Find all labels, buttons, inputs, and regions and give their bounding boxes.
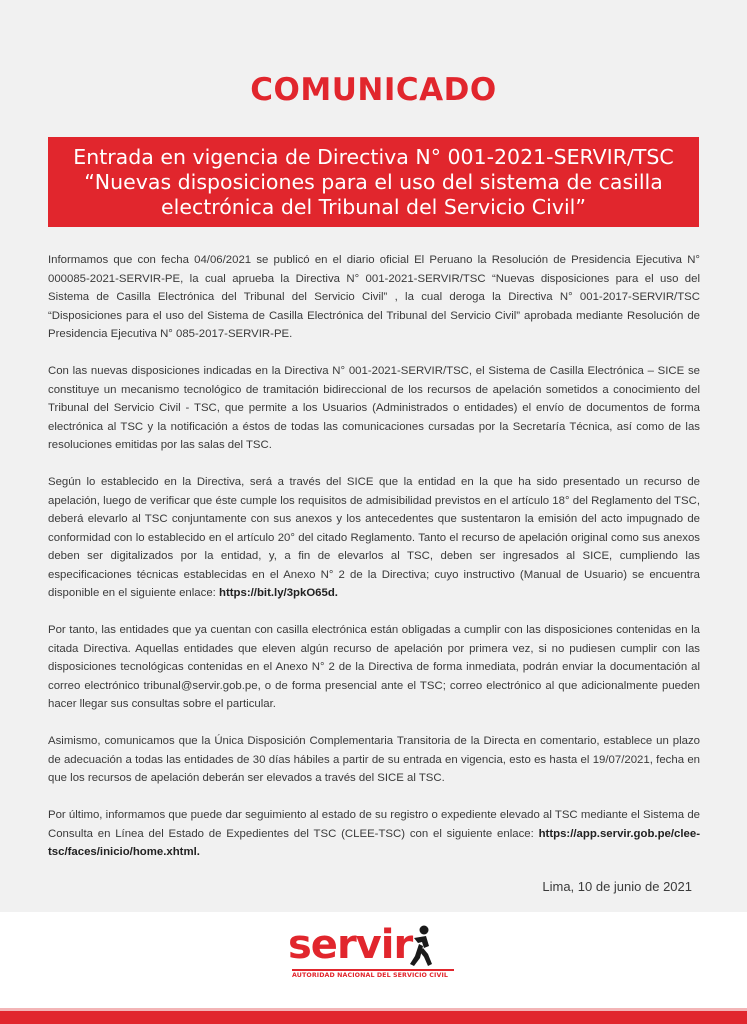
headline-line-1: Entrada en vigencia de Directiva N° 001-2021-SERVIR/TSC bbox=[73, 144, 674, 169]
footer-stripe bbox=[0, 1011, 747, 1024]
servir-logo bbox=[288, 922, 460, 992]
headline-line-3: electrónica del Tribunal del Servicio Civil” bbox=[161, 194, 586, 219]
logo-underline bbox=[292, 969, 454, 971]
paragraph-3-text: Según lo establecido en la Directiva, será a través del SICE que la entidad en la que ha sido presentado un recurso de apelación, luego de verificar que éste cumple los requisitos de admisibilidad previstos en el artículo 18° del Reglamento del TSC, deberá elevarlo al TSC conjuntamente con sus anexos y los antecedentes que sustentaron la emisión del acto impugnado de conformidad con lo establecido en el artículo 20° del citado Reglamento. Tanto el recurso de apelación original como sus anexos deben ser digitalizados por la entidad, y, a fin de elevarlos al TSC, deben ser ingresados al SICE, cumpliendo las especificaciones técnicas establecidas en el Anexo N° 2 de la Directiva; cuyo instructivo (Manual de Usuario) se encuentra disponible en el siguiente enlace: bbox=[48, 476, 700, 599]
paragraph-1: Informamos que con fecha 04/06/2021 se publicó en el diario oficial El Peruano la Resolución de Presidencia Ejecutiva N° 000085-2021-SERVIR-PE, la cual aprueba la Directiva N° 001-2021-SERVIR/TSC “Nuevas disposiciones para el uso del Sistema de Casilla Electrónica del Tribunal del Servicio Civil” , la cual deroga la Directiva N° 001-2017-SERVIR/TSC “Disposiciones para el uso del Sistema de Casilla Electrónica del Tribunal del Servicio Civil” aprobada mediante Resolución de Presidencia Ejecutiva N° 085-2017-SERVIR-PE. bbox=[48, 254, 700, 340]
paragraph-6-text: Por último, informamos que puede dar seguimiento al estado de su registro o expediente elevado al TSC mediante el Sistema de Consulta en Línea del Estado de Expedientes del TSC (CLEE-TSC) con el siguiente enlace: bbox=[48, 809, 700, 840]
paragraph-2: Con las nuevas disposiciones indicadas en la Directiva N° 001-2021-SERVIR/TSC, el Sistema de Casilla Electrónica – SICE se constituye un mecanismo tecnológico de tramitación bidireccional de los recursos de apelación sometidos a conocimiento del Tribunal del Servicio Civil - TSC, que permite a los Usuarios (Administrados o entidades) el envío de documentos de forma electrónica al TSC y la notificación a éstos de todas las comunicaciones cursadas por la Secretaría Técnica, así como de las resoluciones emitidas por las salas del TSC. bbox=[48, 365, 700, 451]
runner-figure-icon bbox=[404, 924, 434, 968]
paragraph-5: Asimismo, comunicamos que la Única Disposición Complementaria Transitoria de la Directa en comentario, establece un plazo de adecuación a todas las entidades de 30 días hábiles a partir de su entrada en vigencia, esto es hasta el 19/07/2021, fecha en que los recursos de apelación deberán ser elevados a través del SICE al TSC. bbox=[48, 735, 700, 784]
manual-link[interactable]: https://bit.ly/3pkO65d. bbox=[218, 587, 338, 599]
logo-wordmark: servir bbox=[288, 922, 413, 968]
paragraph-4: Por tanto, las entidades que ya cuentan con casilla electrónica están obligadas a cumplir con las disposiciones contenidas en la citada Directiva. Aquellas entidades que eleven algún recurso de apelación por primera vez, si no pudiesen cumplir con las disposiciones tecnológicas contenidas en el Anexo N° 2 de la Directiva de forma inmediata, podrán enviar la documentación al correo electrónico tribunal@servir.gob.pe, o de forma presencial ante el TSC; correo electrónico al que adicionalmente pueden hacer llegar sus consultas sobre el particular. bbox=[48, 624, 700, 710]
headline-banner bbox=[48, 137, 699, 227]
clee-tsc-link[interactable]: https://app.servir.gob.pe/clee-tsc/faces/inicio/home.xhtml. bbox=[48, 827, 700, 858]
paragraph-6 bbox=[48, 806, 700, 862]
logo-subtitle: AUTORIDAD NACIONAL DEL SERVICIO CIVIL bbox=[292, 972, 448, 979]
document-date: Lima, 10 de junio de 2021 bbox=[542, 879, 692, 894]
paragraph-3 bbox=[48, 473, 700, 603]
page-title: COMUNICADO bbox=[250, 72, 497, 108]
headline-line-2: “Nuevas disposiciones para el uso del sistema de casilla bbox=[84, 169, 663, 194]
document-body bbox=[48, 251, 700, 880]
